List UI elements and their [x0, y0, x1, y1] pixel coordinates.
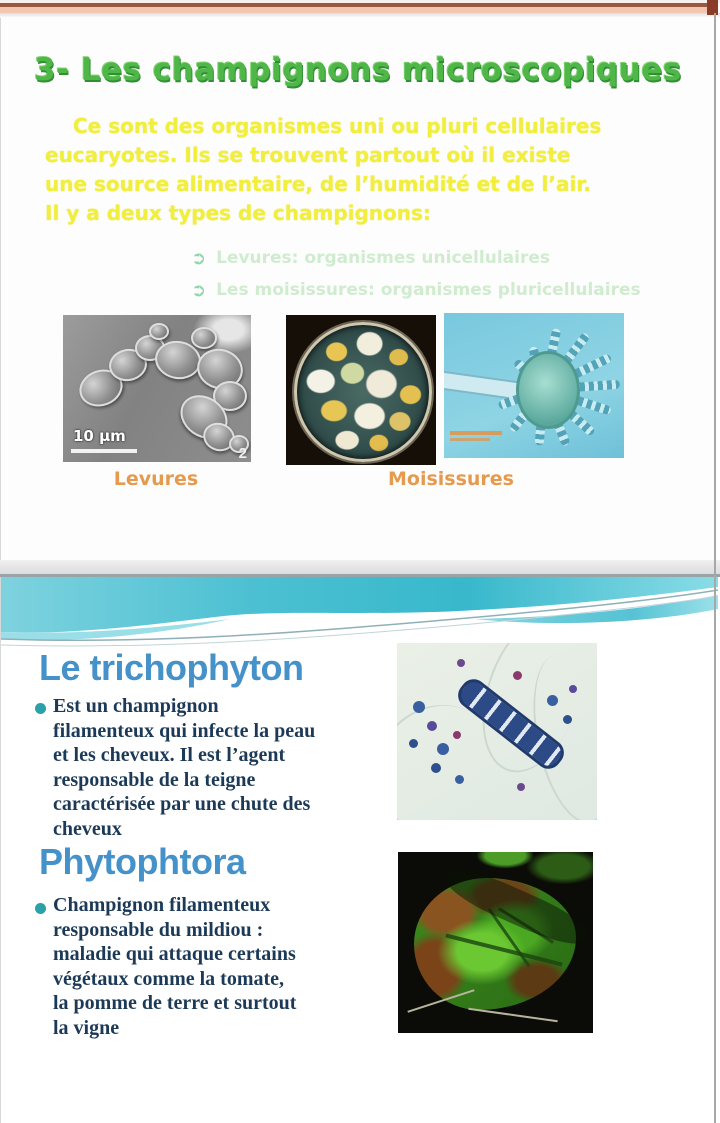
circular-arrow-bullet-icon: ➲ [191, 280, 207, 300]
slide-page-champignons[interactable] [0, 18, 718, 560]
circular-arrow-bullet-icon: ➲ [191, 248, 207, 268]
caption-levures: Levures [113, 468, 199, 490]
yeast-cell [191, 327, 217, 349]
vesicle [516, 351, 580, 429]
bullet-moisissures [191, 278, 711, 310]
phytophtora-description [53, 893, 383, 1040]
petri-dish-moulds-image [286, 315, 436, 465]
body-line: caractérisée par une chute des [53, 793, 311, 815]
body-line: et les cheveux. Il est l’agent [53, 744, 286, 766]
paragraph-line: Ce sont des organismes uni ou pluri cellulaires [73, 114, 602, 138]
body-line: responsable du mildiou : [53, 918, 264, 941]
spore-dot [409, 739, 418, 748]
body-line: Champignon filamenteux [53, 894, 271, 916]
wave-header-decoration [1, 577, 718, 651]
heading-phytophtora: Phytophtora [39, 841, 246, 882]
body-line: Est un champignon [53, 695, 219, 717]
scale-bar-label: 10 μm [73, 427, 126, 445]
petri-dish [294, 322, 432, 462]
body-line: cheveux [53, 817, 122, 840]
yeast-cell [149, 323, 169, 340]
body-line: responsable de la teigne [53, 768, 256, 791]
body-line: la vigne [53, 1016, 120, 1039]
aspergillus-micrograph-image [444, 313, 624, 458]
body-line: maladie qui attaque certains [53, 943, 296, 965]
slide-page-trichophyton[interactable] [0, 577, 718, 1123]
heading-trichophyton: Le trichophyton [39, 647, 304, 688]
spore-dot [453, 731, 461, 739]
trichophyton-micrograph-image [397, 643, 597, 820]
paragraph-line: eucaryotes. Ils se trouvent partout où il existe [45, 143, 571, 167]
micrograph-watermark [450, 431, 502, 435]
slide1-bullet-list [191, 246, 711, 310]
spore-dot [457, 659, 465, 667]
slide-frame-corner [707, 0, 718, 15]
scale-bar [71, 449, 137, 453]
bullet-levures [191, 246, 711, 278]
caption-moisissures: Moisissures [387, 468, 514, 490]
spore-dot [547, 695, 558, 706]
spore-dot [455, 775, 464, 784]
body-line: filamenteux qui infecte la peau [53, 719, 316, 742]
spore-dot [427, 721, 437, 731]
bullet-dot [35, 703, 46, 714]
body-line: végétaux comme la tomate, [53, 967, 285, 990]
slide1-title: 3- Les champignons microscopiques [34, 52, 682, 88]
page-border [714, 13, 716, 1123]
bullet-text: Les moisissures: organismes pluricellulaires [216, 280, 641, 300]
trichophyton-description [53, 694, 383, 841]
paragraph-line: Il y a deux types de champignons: [45, 201, 431, 225]
levures-micrograph-image [63, 315, 251, 462]
slide1-paragraph [45, 112, 651, 228]
spore-dot [569, 685, 577, 693]
mildew-leaf-image [398, 852, 593, 1033]
spore-dot [431, 763, 441, 773]
previous-slide-bottom-edge [0, 0, 720, 18]
slide-gap [0, 560, 720, 574]
spore-dot [513, 671, 522, 680]
spore-dot [413, 701, 425, 713]
image-corner-number: 2 [238, 445, 247, 462]
spore-dot [517, 783, 525, 791]
spore-dot [563, 715, 572, 724]
body-line: la pomme de terre et surtout [53, 992, 297, 1014]
twig [468, 1008, 557, 1023]
spore-dot [437, 743, 449, 755]
bullet-text: Levures: organismes unicellulaires [216, 248, 550, 268]
bullet-dot [35, 903, 46, 914]
micrograph-watermark [450, 438, 490, 441]
paragraph-line: une source alimentaire, de l’humidité et de l’air. [45, 172, 591, 196]
